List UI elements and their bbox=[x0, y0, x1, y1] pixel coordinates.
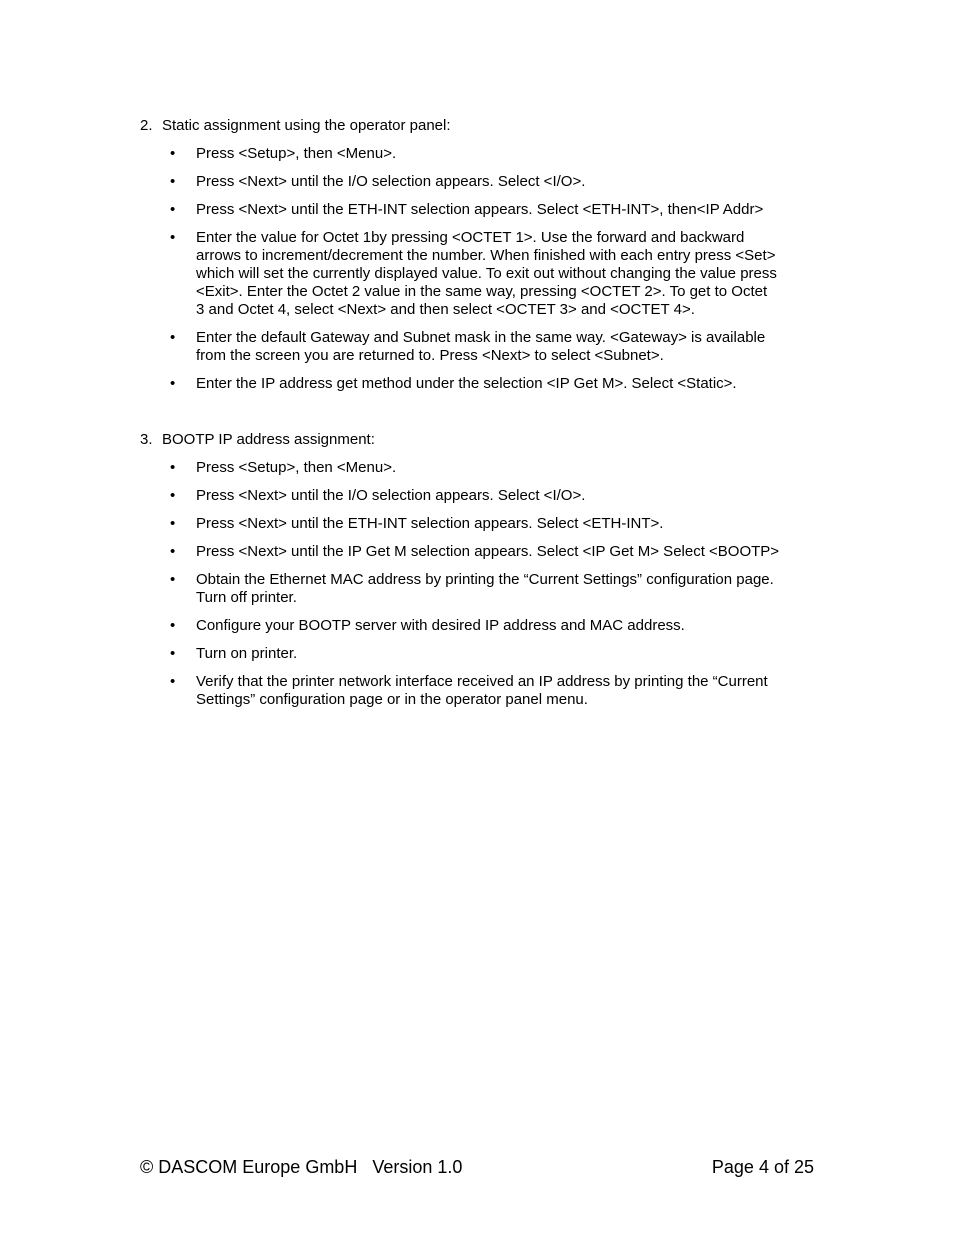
bullet-icon: • bbox=[170, 515, 176, 532]
bullet-icon: • bbox=[170, 487, 176, 504]
step-text: Press <Next> until the ETH-INT selection appears. Select <ETH-INT>. bbox=[196, 515, 664, 532]
section-number: 2. bbox=[140, 117, 153, 134]
list-item bbox=[140, 673, 820, 709]
bullet-icon: • bbox=[170, 571, 176, 588]
list-item bbox=[140, 459, 820, 477]
list-item bbox=[140, 229, 820, 319]
list-item bbox=[140, 173, 820, 191]
list-item bbox=[140, 515, 820, 533]
section-title: BOOTP IP address assignment: bbox=[162, 431, 375, 448]
step-text: Enter the IP address get method under the selection <IP Get M>. Select <Static>. bbox=[196, 375, 737, 392]
step-list bbox=[140, 145, 820, 393]
bullet-icon: • bbox=[170, 173, 176, 190]
page-footer bbox=[140, 1156, 814, 1178]
step-text: Press <Next> until the I/O selection appears. Select <I/O>. bbox=[196, 173, 586, 190]
step-text: Press <Next> until the IP Get M selection appears. Select <IP Get M> Select <BOOTP> bbox=[196, 543, 780, 560]
list-item bbox=[140, 571, 820, 607]
bullet-icon: • bbox=[170, 617, 176, 634]
bullet-icon: • bbox=[170, 145, 176, 162]
step-text: Configure your BOOTP server with desired IP address and MAC address. bbox=[196, 617, 685, 634]
bullet-icon: • bbox=[170, 201, 176, 218]
bullet-icon: • bbox=[170, 229, 176, 246]
list-item bbox=[140, 201, 820, 219]
list-item bbox=[140, 543, 820, 561]
step-text: Obtain the Ethernet MAC address by printing the “Current Settings” configuration page. Turn off printer. bbox=[196, 571, 774, 606]
footer-page-number: Page 4 of 25 bbox=[711, 1157, 814, 1177]
step-text: Press <Next> until the ETH-INT selection appears. Select <ETH-INT>, then<IP Addr> bbox=[196, 201, 764, 218]
list-item bbox=[140, 375, 820, 393]
bullet-icon: • bbox=[170, 673, 176, 690]
bullet-icon: • bbox=[170, 459, 176, 476]
step-text: Press <Setup>, then <Menu>. bbox=[196, 145, 397, 162]
step-text: Press <Setup>, then <Menu>. bbox=[196, 459, 397, 476]
section-heading bbox=[140, 431, 820, 449]
bullet-icon: • bbox=[170, 375, 176, 392]
list-item bbox=[140, 617, 820, 635]
bullet-icon: • bbox=[170, 543, 176, 560]
section-static-assignment bbox=[140, 117, 820, 393]
bullet-icon: • bbox=[170, 645, 176, 662]
bullet-icon: • bbox=[170, 329, 176, 346]
step-text: Verify that the printer network interface received an IP address by printing the “Current Settings” configuration page or in the operator panel menu. bbox=[196, 673, 768, 708]
list-item bbox=[140, 645, 820, 663]
step-text: Press <Next> until the I/O selection appears. Select <I/O>. bbox=[196, 487, 586, 504]
step-list bbox=[140, 459, 820, 709]
section-bootp-assignment bbox=[140, 431, 820, 709]
list-item bbox=[140, 329, 820, 365]
step-text: Turn on printer. bbox=[196, 645, 298, 662]
section-number: 3. bbox=[140, 431, 153, 448]
list-item bbox=[140, 145, 820, 163]
section-heading bbox=[140, 117, 820, 135]
list-item bbox=[140, 487, 820, 505]
step-text: Enter the default Gateway and Subnet mask in the same way. <Gateway> is available from the screen you are returned to. Press <Next> to select <Subnet>. bbox=[196, 329, 766, 364]
step-text: Enter the value for Octet 1by pressing <OCTET 1>. Use the forward and backward arrows to increment/decrement the number. When finished with each entry press <Set> which will set the currently displayed value. To exit out without changing the value press <Exit>. Enter the Octet 2 value in the same way, pressing <OCTET 2>. To get to Octet 3 and Octet 4, select <Next> and then select <OCTET 3> and <OCTET 4>. bbox=[196, 229, 777, 318]
footer-copyright-version: © DASCOM Europe GmbH Version 1.0 bbox=[140, 1157, 463, 1177]
section-title: Static assignment using the operator panel: bbox=[162, 117, 451, 134]
